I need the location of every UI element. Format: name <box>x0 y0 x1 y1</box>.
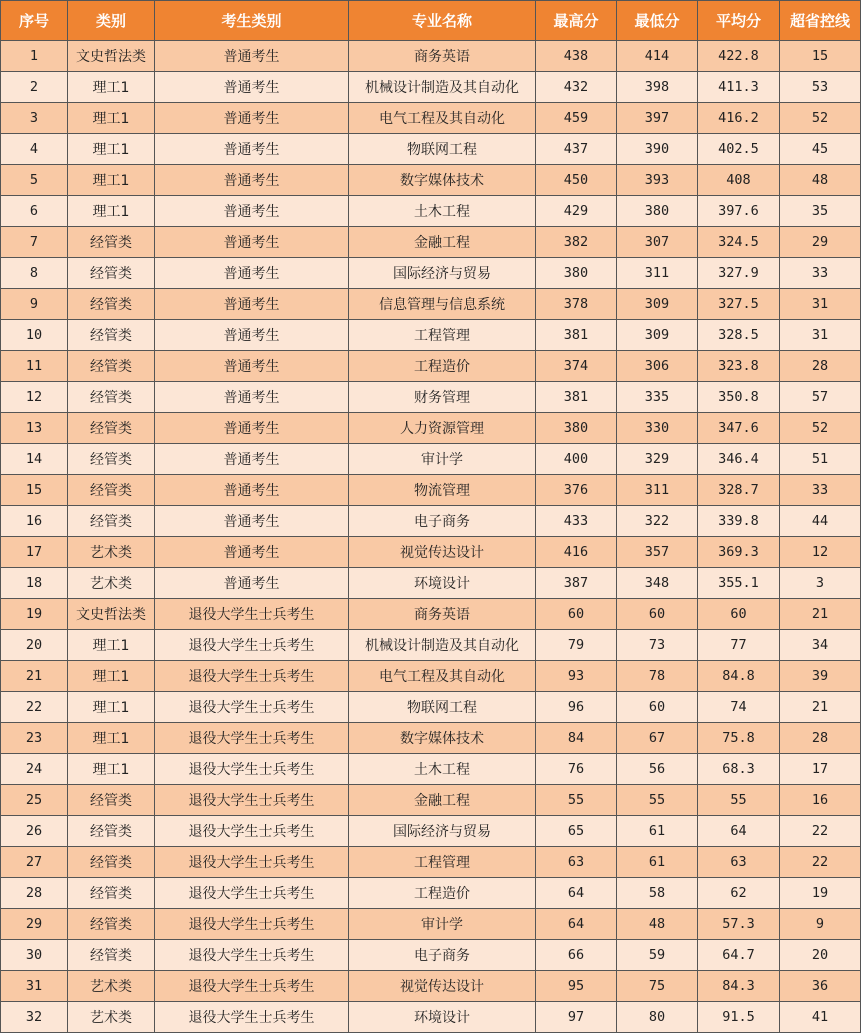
cell-index: 9 <box>1 289 68 320</box>
cell-major: 商务英语 <box>349 41 536 72</box>
cell-candidate-type: 退役大学生士兵考生 <box>155 816 349 847</box>
cell-candidate-type: 普通考生 <box>155 134 349 165</box>
table-body <box>1 41 861 1033</box>
cell-above-line: 31 <box>780 320 861 351</box>
cell-category: 经管类 <box>68 909 155 940</box>
cell-index: 23 <box>1 723 68 754</box>
cell-avg-score: 327.9 <box>698 258 780 289</box>
table-row <box>1 444 861 475</box>
table-row <box>1 382 861 413</box>
cell-avg-score: 64 <box>698 816 780 847</box>
cell-index: 17 <box>1 537 68 568</box>
cell-index: 22 <box>1 692 68 723</box>
cell-index: 19 <box>1 599 68 630</box>
cell-category: 经管类 <box>68 413 155 444</box>
cell-index: 3 <box>1 103 68 134</box>
cell-max-score: 63 <box>536 847 617 878</box>
cell-major: 工程造价 <box>349 878 536 909</box>
cell-candidate-type: 普通考生 <box>155 506 349 537</box>
cell-category: 文史哲法类 <box>68 599 155 630</box>
cell-index: 25 <box>1 785 68 816</box>
cell-index: 12 <box>1 382 68 413</box>
cell-index: 16 <box>1 506 68 537</box>
cell-min-score: 78 <box>617 661 698 692</box>
cell-index: 26 <box>1 816 68 847</box>
cell-min-score: 58 <box>617 878 698 909</box>
header-cell-category: 类别 <box>68 1 155 41</box>
cell-min-score: 311 <box>617 475 698 506</box>
cell-above-line: 3 <box>780 568 861 599</box>
cell-category: 理工1 <box>68 134 155 165</box>
cell-category: 理工1 <box>68 754 155 785</box>
cell-category: 理工1 <box>68 165 155 196</box>
cell-candidate-type: 退役大学生士兵考生 <box>155 1002 349 1033</box>
cell-max-score: 96 <box>536 692 617 723</box>
cell-major: 机械设计制造及其自动化 <box>349 630 536 661</box>
cell-min-score: 309 <box>617 289 698 320</box>
cell-max-score: 433 <box>536 506 617 537</box>
cell-max-score: 381 <box>536 382 617 413</box>
cell-category: 文史哲法类 <box>68 41 155 72</box>
cell-candidate-type: 退役大学生士兵考生 <box>155 692 349 723</box>
cell-min-score: 73 <box>617 630 698 661</box>
cell-above-line: 21 <box>780 692 861 723</box>
table-row <box>1 661 861 692</box>
cell-candidate-type: 普通考生 <box>155 351 349 382</box>
cell-category: 经管类 <box>68 289 155 320</box>
cell-min-score: 80 <box>617 1002 698 1033</box>
cell-category: 经管类 <box>68 382 155 413</box>
cell-above-line: 52 <box>780 413 861 444</box>
cell-avg-score: 328.7 <box>698 475 780 506</box>
cell-index: 31 <box>1 971 68 1002</box>
cell-min-score: 357 <box>617 537 698 568</box>
cell-category: 经管类 <box>68 847 155 878</box>
cell-max-score: 95 <box>536 971 617 1002</box>
cell-min-score: 61 <box>617 847 698 878</box>
cell-max-score: 378 <box>536 289 617 320</box>
cell-major: 视觉传达设计 <box>349 971 536 1002</box>
cell-max-score: 60 <box>536 599 617 630</box>
cell-category: 经管类 <box>68 258 155 289</box>
cell-major: 土木工程 <box>349 754 536 785</box>
cell-min-score: 335 <box>617 382 698 413</box>
cell-avg-score: 77 <box>698 630 780 661</box>
cell-major: 电子商务 <box>349 940 536 971</box>
cell-index: 30 <box>1 940 68 971</box>
cell-min-score: 390 <box>617 134 698 165</box>
cell-above-line: 33 <box>780 475 861 506</box>
table-row <box>1 537 861 568</box>
cell-index: 2 <box>1 72 68 103</box>
table-row <box>1 1002 861 1033</box>
cell-category: 艺术类 <box>68 971 155 1002</box>
cell-major: 工程管理 <box>349 320 536 351</box>
cell-candidate-type: 普通考生 <box>155 227 349 258</box>
cell-major: 金融工程 <box>349 227 536 258</box>
cell-category: 理工1 <box>68 692 155 723</box>
cell-above-line: 21 <box>780 599 861 630</box>
cell-avg-score: 328.5 <box>698 320 780 351</box>
cell-avg-score: 339.8 <box>698 506 780 537</box>
header-cell-max-score: 最高分 <box>536 1 617 41</box>
cell-above-line: 39 <box>780 661 861 692</box>
cell-min-score: 322 <box>617 506 698 537</box>
cell-avg-score: 422.8 <box>698 41 780 72</box>
cell-avg-score: 63 <box>698 847 780 878</box>
cell-major: 物流管理 <box>349 475 536 506</box>
cell-index: 1 <box>1 41 68 72</box>
cell-major: 工程管理 <box>349 847 536 878</box>
table-row <box>1 754 861 785</box>
cell-major: 财务管理 <box>349 382 536 413</box>
table-row <box>1 816 861 847</box>
cell-max-score: 387 <box>536 568 617 599</box>
cell-index: 21 <box>1 661 68 692</box>
cell-min-score: 55 <box>617 785 698 816</box>
cell-candidate-type: 普通考生 <box>155 444 349 475</box>
cell-index: 29 <box>1 909 68 940</box>
cell-category: 理工1 <box>68 196 155 227</box>
table-row <box>1 413 861 444</box>
cell-major: 信息管理与信息系统 <box>349 289 536 320</box>
cell-avg-score: 55 <box>698 785 780 816</box>
header-cell-candidate-type: 考生类别 <box>155 1 349 41</box>
cell-candidate-type: 普通考生 <box>155 103 349 134</box>
cell-max-score: 438 <box>536 41 617 72</box>
cell-avg-score: 84.3 <box>698 971 780 1002</box>
cell-category: 理工1 <box>68 723 155 754</box>
cell-min-score: 309 <box>617 320 698 351</box>
cell-candidate-type: 普通考生 <box>155 289 349 320</box>
cell-category: 经管类 <box>68 940 155 971</box>
cell-avg-score: 416.2 <box>698 103 780 134</box>
cell-max-score: 382 <box>536 227 617 258</box>
cell-above-line: 48 <box>780 165 861 196</box>
cell-above-line: 52 <box>780 103 861 134</box>
cell-candidate-type: 普通考生 <box>155 258 349 289</box>
cell-above-line: 31 <box>780 289 861 320</box>
cell-index: 15 <box>1 475 68 506</box>
cell-avg-score: 350.8 <box>698 382 780 413</box>
cell-above-line: 28 <box>780 723 861 754</box>
table-row <box>1 351 861 382</box>
cell-min-score: 397 <box>617 103 698 134</box>
cell-above-line: 22 <box>780 847 861 878</box>
cell-category: 经管类 <box>68 506 155 537</box>
cell-min-score: 75 <box>617 971 698 1002</box>
cell-major: 审计学 <box>349 909 536 940</box>
cell-index: 10 <box>1 320 68 351</box>
cell-index: 8 <box>1 258 68 289</box>
cell-avg-score: 62 <box>698 878 780 909</box>
cell-candidate-type: 退役大学生士兵考生 <box>155 754 349 785</box>
header-row <box>1 1 861 41</box>
cell-major: 环境设计 <box>349 1002 536 1033</box>
cell-major: 工程造价 <box>349 351 536 382</box>
cell-min-score: 329 <box>617 444 698 475</box>
cell-candidate-type: 普通考生 <box>155 165 349 196</box>
cell-above-line: 17 <box>780 754 861 785</box>
cell-min-score: 61 <box>617 816 698 847</box>
cell-candidate-type: 退役大学生士兵考生 <box>155 723 349 754</box>
table-row <box>1 134 861 165</box>
cell-above-line: 33 <box>780 258 861 289</box>
cell-max-score: 376 <box>536 475 617 506</box>
cell-major: 金融工程 <box>349 785 536 816</box>
cell-above-line: 22 <box>780 816 861 847</box>
cell-min-score: 398 <box>617 72 698 103</box>
cell-candidate-type: 普通考生 <box>155 382 349 413</box>
table-row <box>1 506 861 537</box>
cell-max-score: 459 <box>536 103 617 134</box>
table-row <box>1 878 861 909</box>
cell-index: 7 <box>1 227 68 258</box>
cell-category: 理工1 <box>68 103 155 134</box>
cell-max-score: 429 <box>536 196 617 227</box>
cell-candidate-type: 退役大学生士兵考生 <box>155 785 349 816</box>
cell-above-line: 20 <box>780 940 861 971</box>
cell-category: 经管类 <box>68 878 155 909</box>
table-row <box>1 196 861 227</box>
table-row <box>1 475 861 506</box>
cell-max-score: 374 <box>536 351 617 382</box>
cell-max-score: 66 <box>536 940 617 971</box>
cell-major: 电气工程及其自动化 <box>349 661 536 692</box>
cell-min-score: 67 <box>617 723 698 754</box>
cell-avg-score: 68.3 <box>698 754 780 785</box>
cell-major: 数字媒体技术 <box>349 165 536 196</box>
header-cell-avg-score: 平均分 <box>698 1 780 41</box>
table-row <box>1 847 861 878</box>
cell-candidate-type: 普通考生 <box>155 196 349 227</box>
cell-major: 商务英语 <box>349 599 536 630</box>
cell-above-line: 36 <box>780 971 861 1002</box>
cell-avg-score: 57.3 <box>698 909 780 940</box>
cell-index: 11 <box>1 351 68 382</box>
cell-max-score: 65 <box>536 816 617 847</box>
cell-major: 审计学 <box>349 444 536 475</box>
cell-avg-score: 323.8 <box>698 351 780 382</box>
table-row <box>1 971 861 1002</box>
cell-candidate-type: 退役大学生士兵考生 <box>155 599 349 630</box>
cell-category: 经管类 <box>68 816 155 847</box>
cell-candidate-type: 普通考生 <box>155 413 349 444</box>
cell-avg-score: 355.1 <box>698 568 780 599</box>
cell-candidate-type: 退役大学生士兵考生 <box>155 878 349 909</box>
cell-min-score: 48 <box>617 909 698 940</box>
cell-category: 经管类 <box>68 444 155 475</box>
table-row <box>1 41 861 72</box>
cell-above-line: 29 <box>780 227 861 258</box>
cell-avg-score: 75.8 <box>698 723 780 754</box>
cell-index: 18 <box>1 568 68 599</box>
cell-candidate-type: 退役大学生士兵考生 <box>155 940 349 971</box>
cell-index: 20 <box>1 630 68 661</box>
cell-above-line: 34 <box>780 630 861 661</box>
cell-above-line: 41 <box>780 1002 861 1033</box>
cell-candidate-type: 普通考生 <box>155 537 349 568</box>
cell-index: 28 <box>1 878 68 909</box>
cell-major: 机械设计制造及其自动化 <box>349 72 536 103</box>
cell-max-score: 416 <box>536 537 617 568</box>
cell-category: 艺术类 <box>68 1002 155 1033</box>
table-row <box>1 320 861 351</box>
cell-index: 24 <box>1 754 68 785</box>
cell-above-line: 9 <box>780 909 861 940</box>
cell-category: 艺术类 <box>68 537 155 568</box>
cell-max-score: 79 <box>536 630 617 661</box>
cell-category: 理工1 <box>68 72 155 103</box>
cell-category: 理工1 <box>68 630 155 661</box>
cell-min-score: 311 <box>617 258 698 289</box>
cell-max-score: 400 <box>536 444 617 475</box>
cell-avg-score: 324.5 <box>698 227 780 258</box>
cell-candidate-type: 退役大学生士兵考生 <box>155 847 349 878</box>
cell-avg-score: 402.5 <box>698 134 780 165</box>
cell-min-score: 60 <box>617 692 698 723</box>
cell-above-line: 45 <box>780 134 861 165</box>
cell-candidate-type: 退役大学生士兵考生 <box>155 661 349 692</box>
cell-avg-score: 327.5 <box>698 289 780 320</box>
cell-major: 数字媒体技术 <box>349 723 536 754</box>
table-row <box>1 909 861 940</box>
table-row <box>1 165 861 196</box>
cell-min-score: 307 <box>617 227 698 258</box>
cell-min-score: 330 <box>617 413 698 444</box>
cell-above-line: 15 <box>780 41 861 72</box>
cell-min-score: 414 <box>617 41 698 72</box>
table-row <box>1 692 861 723</box>
cell-max-score: 93 <box>536 661 617 692</box>
cell-avg-score: 64.7 <box>698 940 780 971</box>
cell-category: 艺术类 <box>68 568 155 599</box>
header-cell-above-line: 超省控线 <box>780 1 861 41</box>
cell-min-score: 393 <box>617 165 698 196</box>
cell-index: 5 <box>1 165 68 196</box>
table-row <box>1 599 861 630</box>
cell-index: 14 <box>1 444 68 475</box>
table-row <box>1 72 861 103</box>
cell-min-score: 56 <box>617 754 698 785</box>
cell-above-line: 57 <box>780 382 861 413</box>
table-row <box>1 785 861 816</box>
cell-category: 经管类 <box>68 320 155 351</box>
cell-major: 土木工程 <box>349 196 536 227</box>
cell-index: 27 <box>1 847 68 878</box>
cell-above-line: 19 <box>780 878 861 909</box>
cell-avg-score: 408 <box>698 165 780 196</box>
cell-major: 国际经济与贸易 <box>349 258 536 289</box>
cell-major: 电气工程及其自动化 <box>349 103 536 134</box>
cell-category: 经管类 <box>68 227 155 258</box>
cell-avg-score: 411.3 <box>698 72 780 103</box>
cell-avg-score: 397.6 <box>698 196 780 227</box>
cell-min-score: 306 <box>617 351 698 382</box>
table-row <box>1 568 861 599</box>
cell-above-line: 12 <box>780 537 861 568</box>
cell-avg-score: 84.8 <box>698 661 780 692</box>
cell-category: 经管类 <box>68 351 155 382</box>
cell-max-score: 76 <box>536 754 617 785</box>
cell-max-score: 450 <box>536 165 617 196</box>
header-cell-min-score: 最低分 <box>617 1 698 41</box>
cell-above-line: 53 <box>780 72 861 103</box>
header-cell-index: 序号 <box>1 1 68 41</box>
cell-index: 4 <box>1 134 68 165</box>
cell-index: 32 <box>1 1002 68 1033</box>
cell-above-line: 51 <box>780 444 861 475</box>
header-cell-major: 专业名称 <box>349 1 536 41</box>
cell-major: 国际经济与贸易 <box>349 816 536 847</box>
cell-major: 物联网工程 <box>349 692 536 723</box>
cell-avg-score: 347.6 <box>698 413 780 444</box>
cell-max-score: 64 <box>536 909 617 940</box>
table-row <box>1 289 861 320</box>
table-row <box>1 227 861 258</box>
table-row <box>1 630 861 661</box>
cell-max-score: 97 <box>536 1002 617 1033</box>
cell-candidate-type: 退役大学生士兵考生 <box>155 971 349 1002</box>
cell-category: 经管类 <box>68 475 155 506</box>
cell-above-line: 16 <box>780 785 861 816</box>
cell-candidate-type: 普通考生 <box>155 41 349 72</box>
cell-candidate-type: 普通考生 <box>155 568 349 599</box>
cell-avg-score: 60 <box>698 599 780 630</box>
cell-avg-score: 74 <box>698 692 780 723</box>
cell-max-score: 380 <box>536 258 617 289</box>
cell-avg-score: 91.5 <box>698 1002 780 1033</box>
table-row <box>1 103 861 134</box>
cell-above-line: 35 <box>780 196 861 227</box>
table-row <box>1 940 861 971</box>
cell-candidate-type: 普通考生 <box>155 475 349 506</box>
cell-candidate-type: 普通考生 <box>155 72 349 103</box>
cell-major: 物联网工程 <box>349 134 536 165</box>
cell-above-line: 44 <box>780 506 861 537</box>
cell-max-score: 64 <box>536 878 617 909</box>
cell-max-score: 84 <box>536 723 617 754</box>
cell-min-score: 348 <box>617 568 698 599</box>
cell-min-score: 380 <box>617 196 698 227</box>
cell-index: 6 <box>1 196 68 227</box>
cell-avg-score: 346.4 <box>698 444 780 475</box>
cell-max-score: 55 <box>536 785 617 816</box>
cell-min-score: 59 <box>617 940 698 971</box>
cell-category: 经管类 <box>68 785 155 816</box>
cell-candidate-type: 退役大学生士兵考生 <box>155 630 349 661</box>
cell-max-score: 380 <box>536 413 617 444</box>
cell-avg-score: 369.3 <box>698 537 780 568</box>
table-row <box>1 723 861 754</box>
cell-candidate-type: 退役大学生士兵考生 <box>155 909 349 940</box>
cell-major: 环境设计 <box>349 568 536 599</box>
cell-max-score: 437 <box>536 134 617 165</box>
cell-index: 13 <box>1 413 68 444</box>
table-row <box>1 258 861 289</box>
cell-major: 视觉传达设计 <box>349 537 536 568</box>
cell-category: 理工1 <box>68 661 155 692</box>
cell-max-score: 381 <box>536 320 617 351</box>
cell-max-score: 432 <box>536 72 617 103</box>
cell-major: 电子商务 <box>349 506 536 537</box>
cell-major: 人力资源管理 <box>349 413 536 444</box>
cell-above-line: 28 <box>780 351 861 382</box>
cell-candidate-type: 普通考生 <box>155 320 349 351</box>
cell-min-score: 60 <box>617 599 698 630</box>
